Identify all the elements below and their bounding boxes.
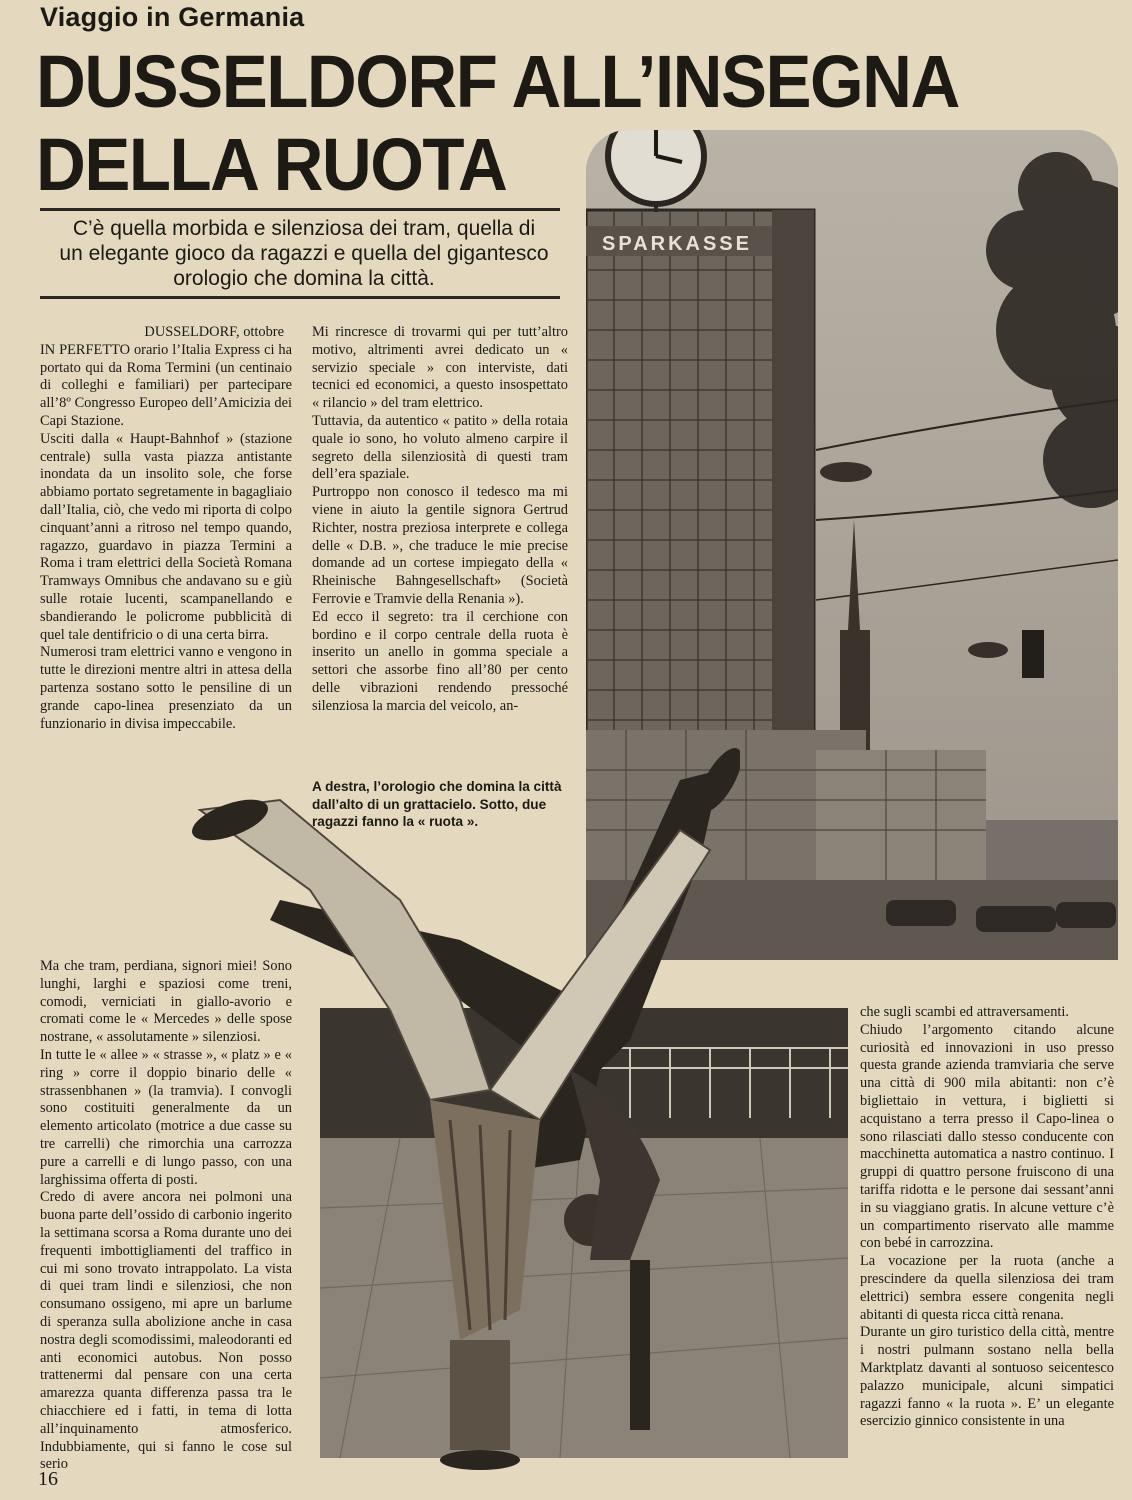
col2-para: Ed ecco il segreto: tra il cerchione con bordino e il corpo centrale della ruota è inserito un anello in gomma speciale a settori che assorbe fino all’80 per cento delle vibrazioni rendendo pressoché silenziosa la marcia del veicolo, an- [312,608,568,714]
dateline: DUSSELDORF, ottobre [144,324,284,340]
col4-para: che sugli scambi ed attraversamenti. [860,1004,1069,1020]
deck-line-1: C’è quella morbida e silenziosa dei tram, quella di [72,217,536,240]
col4-para: Chiudo l’argomento citando alcune curiosità ed innovazioni in uso presso questa grande azienda tramviaria che serve una città di 900 mila abitanti: non c’è bigliettaio in vettura, i biglietti si acquistano a terra presso il Capo-linea o sono rilasciati dallo stesso conducente con macchinetta automatica a nastro continuo. I gruppi di quattro persone fruiscono di una tariffa ridotta e le persone dai sessant’anni in su viaggiano gratis. In alcune vetture c’è un compartimento riservato alle mamme con bebé in carrozzina. [860,1021,1114,1252]
col1-para: IN PERFETTO orario l’Italia Express ci ha portato qui da Roma Termini (un centinaio di colleghi e familiari) per partecipare all’8º Congresso Europeo dell’Amicizia dei Capi Stazione. [40,341,292,429]
col4-para: Durante un giro turistico della città, mentre i nostri pulmann sostano nella bella Marktplatz davanti al sontuoso seicentesco palazzo municipale, alcuni simpatici ragazzi fanno « la ruota ». E’ un elegante esercizio ginnico consistente in una [860,1324,1114,1430]
deck-line-2: un elegante gioco da ragazzi e quella del gigantesco [59,242,549,266]
deck [44,216,564,292]
photo-caption: A destra, l’orologio che domina la città dall’alto di un grattacielo. Sotto, due ragazzi fanno la « ruota ». [312,779,562,829]
column-2 [312,324,568,716]
headline-line-2: DELLA RUOTA [36,123,507,207]
sparkasse-sign: SPARKASSE [602,233,752,255]
col2-para: Mi rincresce di trovarmi qui per tutt’altro motivo, altrimenti avrei dedicato un « servizio speciale » con interviste, dati tecnici ed economici, a questo insospettato « rilancio » del tram elettrico. [312,324,568,412]
col3-para: In tutte le « allee » « strasse », « platz » e « ring » corre il doppio binario delle « strassenbhanen » (la tramvia). I convogli sono costituiti generalmente da un elemento articolato (motrice a due casse su tre carrelli) che rimorchia una carrozza pure a carrelli e di lungo passo, con una larghissima offerta di posti. [40,1046,292,1188]
col4-para: La vocazione per la ruota (anche a prescindere da quella silenziosa dei tram elettrici) sembra essere congenita negli abitanti di questa ricca città renana. [860,1253,1114,1323]
col1-para: Usciti dalla « Haupt-Bahnhof » (stazione centrale) sulla vasta piazza antistante inondata da un insolito sole, che forse abbiamo portato segretamente in bagagliaio dall’Italia, ciò, che vedo mi riporta di colpo cinquant’anni a ritroso nel tempo quando, ragazzo, guardavo in piazza Termini a Roma i tram elettrici della Società Romana Tramways Omnibus che andavano su e giù sulle rotaie lucenti, scampanellando e sbandierando le policrome pubblicità di quel tale dentifricio o di una certa birra. [40,430,292,643]
kicker: Viaggio in Germania [40,2,305,32]
column-4 [860,1004,1114,1431]
col1-para: Numerosi tram elettrici vanno e vengono in tutte le direzioni mentre altri in attesa della partenza sostano sotto le pensiline di un grande capo-linea presenziato da un funzionario in divisa impeccabile. [40,644,292,732]
deck-line-3: orologio che domina la città. [173,267,435,291]
headline [36,40,959,207]
rule-bottom [40,296,560,299]
column-3 [40,958,292,1474]
headline-line-1: DUSSELDORF ALL’INSEGNA [36,40,959,124]
page-number: 16 [38,1468,58,1490]
col2-para: Tuttavia, da autentico « patito » della rotaia quale io sono, ho voluto almeno carpire il segreto della silenziosità di questi tram dell’era spaziale. [312,412,568,483]
col2-para: Purtroppo non conosco il tedesco ma mi viene in aiuto la gentile signora Gertrud Richter, nostra preziosa interprete e collega delle « D.B. », che traduce le mie precise domande ad un cortese impiegato della « Rheinische Bahngesellschaft» (Società Ferrovie e Tramvie della Renania »). [312,484,568,607]
col3-para: Credo di avere ancora nei polmoni una buona parte dell’ossido di carbonio ingerito la settimana scorsa a Roma durante uno dei frequenti imbottigliamenti del traffico in cui mi sono trovato intrappolato. La vista di quei tram lindi e silenziosi, che non consumano ossigeno, mi apre un barlume di speranza sulla abolizione anche in casa nostra degli scomodissimi, maleodoranti ed anti economici autobus. Non posso trattenermi dal pensare con una certa amarezza quanta differenza passa tra le chiacchiere ed i fatti, in tema di lotta all’inquinamento atmosferico. Indubbiamente, qui si fanno le cose sul serio [40,1189,292,1473]
rule-top [40,208,560,211]
col3-para: Ma che tram, perdiana, signori miei! Sono lunghi, larghi e spaziosi come treni, comodi, verniciati in giallo-avorio e cromati come le « Mercedes » delle spose nostrane, « assolutamente » silenziosi. [40,958,292,1046]
column-1 [40,324,292,733]
